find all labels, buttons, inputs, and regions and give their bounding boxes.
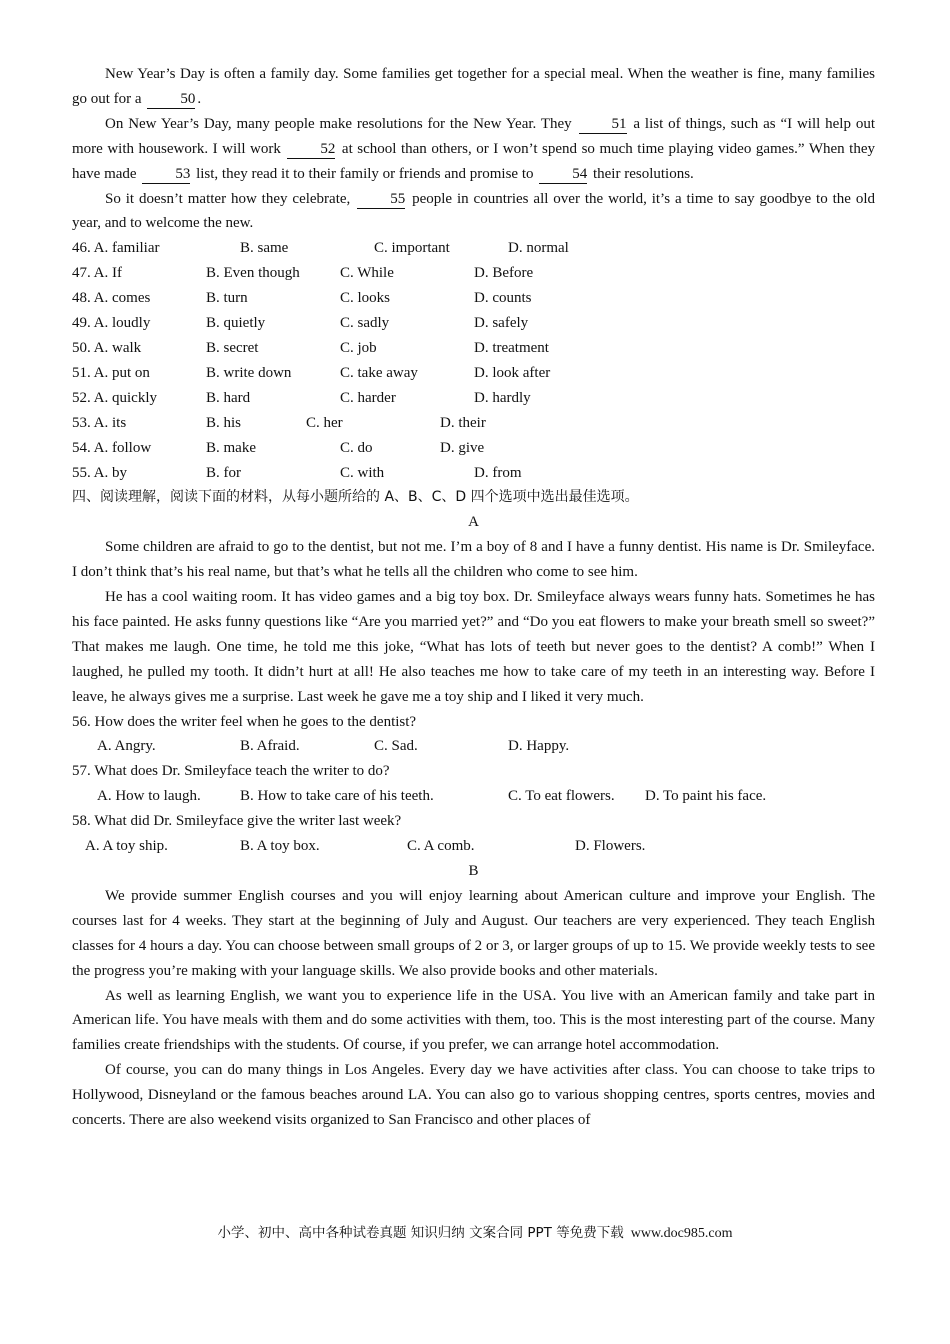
- option-d: D. treatment: [474, 339, 549, 356]
- blank-52: 52: [287, 141, 335, 159]
- option-b: B. hard: [206, 389, 251, 406]
- option-row-55: [72, 461, 875, 486]
- option-row-50: [72, 336, 875, 361]
- option-c: C. To eat flowers.: [508, 788, 615, 805]
- option-b: B. his: [206, 414, 242, 431]
- option-a: 54. A. follow: [72, 439, 152, 456]
- option-c: C. harder: [340, 389, 396, 406]
- option-row-46: [72, 236, 875, 261]
- footer-text: 小学、初中、高中各种试卷真题 知识归纳 文案合同 PPT 等免费下载: [217, 1225, 624, 1241]
- text: a list of things, such as “I will help out more with housework. I will work: [72, 115, 875, 157]
- option-row-49: [72, 311, 875, 336]
- question-56: 56. How does the writer feel when he goes to the dentist?: [72, 713, 417, 730]
- option-d: D. normal: [508, 240, 569, 257]
- blank-51: 51: [579, 116, 627, 134]
- section-heading: 四、阅读理解，阅读下面的材料，从每小题所给的 A、B、C、D 四个选项中选出最佳选项。: [72, 489, 639, 506]
- option-b: B. Even though: [206, 265, 300, 282]
- passage-a-paragraph-2: He has a cool waiting room. It has video games and a big toy box. Dr. Smileyface always wears funny hats. Sometimes he has his face painted. He asks funny questions like “Are you married yet?” and “Do you eat flowers to make your breath smell so sweet?” That makes me laugh. One time, he told me this joke, “What has lots of teeth but never goes to the dentist? A comb!” When I laughed, he pulled my tooth. It didn’t hurt at all! He also teaches me how to take care of my teeth in an interesting way. Before I leave, he always gives me a surprise. Last week he gave me a toy ship and I liked it very much.: [72, 589, 875, 705]
- option-c: C. sadly: [340, 315, 390, 332]
- exam-page: [72, 62, 875, 1133]
- question-58-options: [72, 834, 875, 859]
- text: at school than others, or I won’t spend so much time playing video games.” When they have made: [72, 140, 876, 182]
- option-row-47: [72, 261, 875, 286]
- option-c: C. job: [340, 339, 377, 356]
- option-c: C. with: [340, 464, 385, 481]
- option-a: 52. A. quickly: [72, 389, 157, 406]
- passage-b-paragraph-2: As well as learning English, we want you to experience life in the USA. You live with an American family and take part in American life. You have meals with them and do some activities with them, too. This is the most interesting part of the course. Many families create friendships with the students. Of course, if you prefer, we can arrange hotel accommodation.: [72, 987, 875, 1054]
- option-c: C. While: [340, 265, 394, 282]
- passage-b-paragraph-1: We provide summer English courses and you will enjoy learning about American culture and improve your English. The courses last for 4 weeks. They start at the beginning of July and August. Our teachers are very experienced. They teach English classes for 4 hours a day. You can choose between small groups of 2 or 3, or larger groups of up to 15. We provide weekly tests to see the progress you’re making with your language skills. We also provide books and other materials.: [72, 887, 875, 979]
- passage-a-paragraph-1: Some children are afraid to go to the dentist, but not me. I’m a boy of 8 and I have a funny dentist. His name is Dr. Smileyface. I don’t think that’s his real name, but that’s what he tells all the children who come to see him.: [72, 539, 875, 581]
- cloze-paragraph-1: [72, 62, 875, 112]
- text: list, they read it to their family or friends and promise to: [196, 165, 534, 182]
- option-d: D. give: [440, 439, 485, 456]
- option-b: B. same: [240, 240, 289, 257]
- option-row-48: [72, 286, 875, 311]
- blank-53: 53: [142, 166, 190, 184]
- option-a: A. Angry.: [97, 738, 156, 755]
- option-a: 47. A. If: [72, 265, 122, 282]
- option-d: D. counts: [474, 290, 532, 307]
- option-a: 55. A. by: [72, 464, 128, 481]
- question-57-options: [72, 784, 875, 809]
- option-a: 49. A. loudly: [72, 315, 151, 332]
- option-a: 51. A. put on: [72, 364, 150, 381]
- question-58: 58. What did Dr. Smileyface give the writer last week?: [72, 813, 402, 830]
- cloze-options-list: [72, 236, 875, 485]
- option-d: D. Before: [474, 265, 534, 282]
- option-b: B. write down: [206, 364, 292, 381]
- option-a: 50. A. walk: [72, 339, 142, 356]
- option-a: A. A toy ship.: [85, 838, 168, 855]
- option-b: B. A toy box.: [240, 838, 320, 855]
- option-a: 53. A. its: [72, 414, 127, 431]
- option-d: D. To paint his face.: [645, 788, 767, 805]
- text: New Year’s Day is often a family day. Some families get together for a special meal. When the weather is fine, many families go out for a: [72, 66, 875, 107]
- option-c: C. looks: [340, 290, 391, 307]
- option-c: C. do: [340, 439, 373, 456]
- blank-55: 55: [357, 191, 405, 209]
- option-a: A. How to laugh.: [97, 788, 201, 805]
- footer-link[interactable]: www.doc985.com: [630, 1226, 733, 1241]
- text: their resolutions.: [592, 165, 694, 182]
- cloze-paragraph-2: [72, 112, 875, 187]
- text: .: [197, 90, 202, 107]
- option-a: 46. A. familiar: [72, 240, 160, 257]
- option-row-51: [72, 361, 875, 386]
- cloze-paragraph-3: [72, 187, 875, 237]
- option-row-54: [72, 436, 875, 461]
- option-d: D. their: [440, 414, 486, 431]
- option-row-52: [72, 386, 875, 411]
- option-b: B. secret: [206, 339, 259, 356]
- blank-54: 54: [539, 166, 587, 184]
- option-c: C. A comb.: [407, 838, 475, 855]
- passage-b-label: B: [468, 863, 479, 879]
- option-d: D. from: [474, 464, 522, 481]
- option-b: B. make: [206, 439, 256, 456]
- option-a: 48. A. comes: [72, 290, 151, 307]
- option-row-53: [72, 411, 875, 436]
- text: So it doesn’t matter how they celebrate,: [105, 190, 351, 207]
- passage-a-label: A: [468, 514, 479, 531]
- option-c: C. Sad.: [374, 738, 418, 755]
- option-b: B. How to take care of his teeth.: [240, 788, 434, 805]
- question-57: 57. What does Dr. Smileyface teach the writer to do?: [72, 763, 390, 780]
- option-d: D. safely: [474, 315, 529, 332]
- option-d: D. look after: [474, 364, 551, 381]
- option-b: B. for: [206, 464, 241, 481]
- option-d: D. Flowers.: [575, 838, 646, 855]
- blank-50: 50: [147, 91, 195, 109]
- text: people in countries all over the world, it’s a time to say goodbye to the old year, and to welcome the new.: [72, 190, 876, 232]
- option-b: B. Afraid.: [240, 738, 300, 755]
- page-footer: [0, 1221, 950, 1242]
- text: On New Year’s Day, many people make resolutions for the New Year. They: [105, 115, 572, 132]
- option-c: C. take away: [340, 364, 418, 381]
- option-b: B. turn: [206, 290, 248, 307]
- option-c: C. important: [374, 240, 450, 257]
- passage-b-paragraph-3: Of course, you can do many things in Los Angeles. Every day we have activities after class. You can choose to take trips to Hollywood, Disneyland or the famous beaches around LA. You can also go to various shopping centres, sports centres, movies and concerts. There are also weekend visits organized to San Francisco and other places of: [72, 1062, 875, 1129]
- question-56-options: [72, 734, 875, 759]
- option-d: D. hardly: [474, 389, 531, 406]
- option-d: D. Happy.: [508, 738, 570, 755]
- option-c: C. her: [306, 414, 343, 431]
- option-b: B. quietly: [206, 315, 266, 332]
